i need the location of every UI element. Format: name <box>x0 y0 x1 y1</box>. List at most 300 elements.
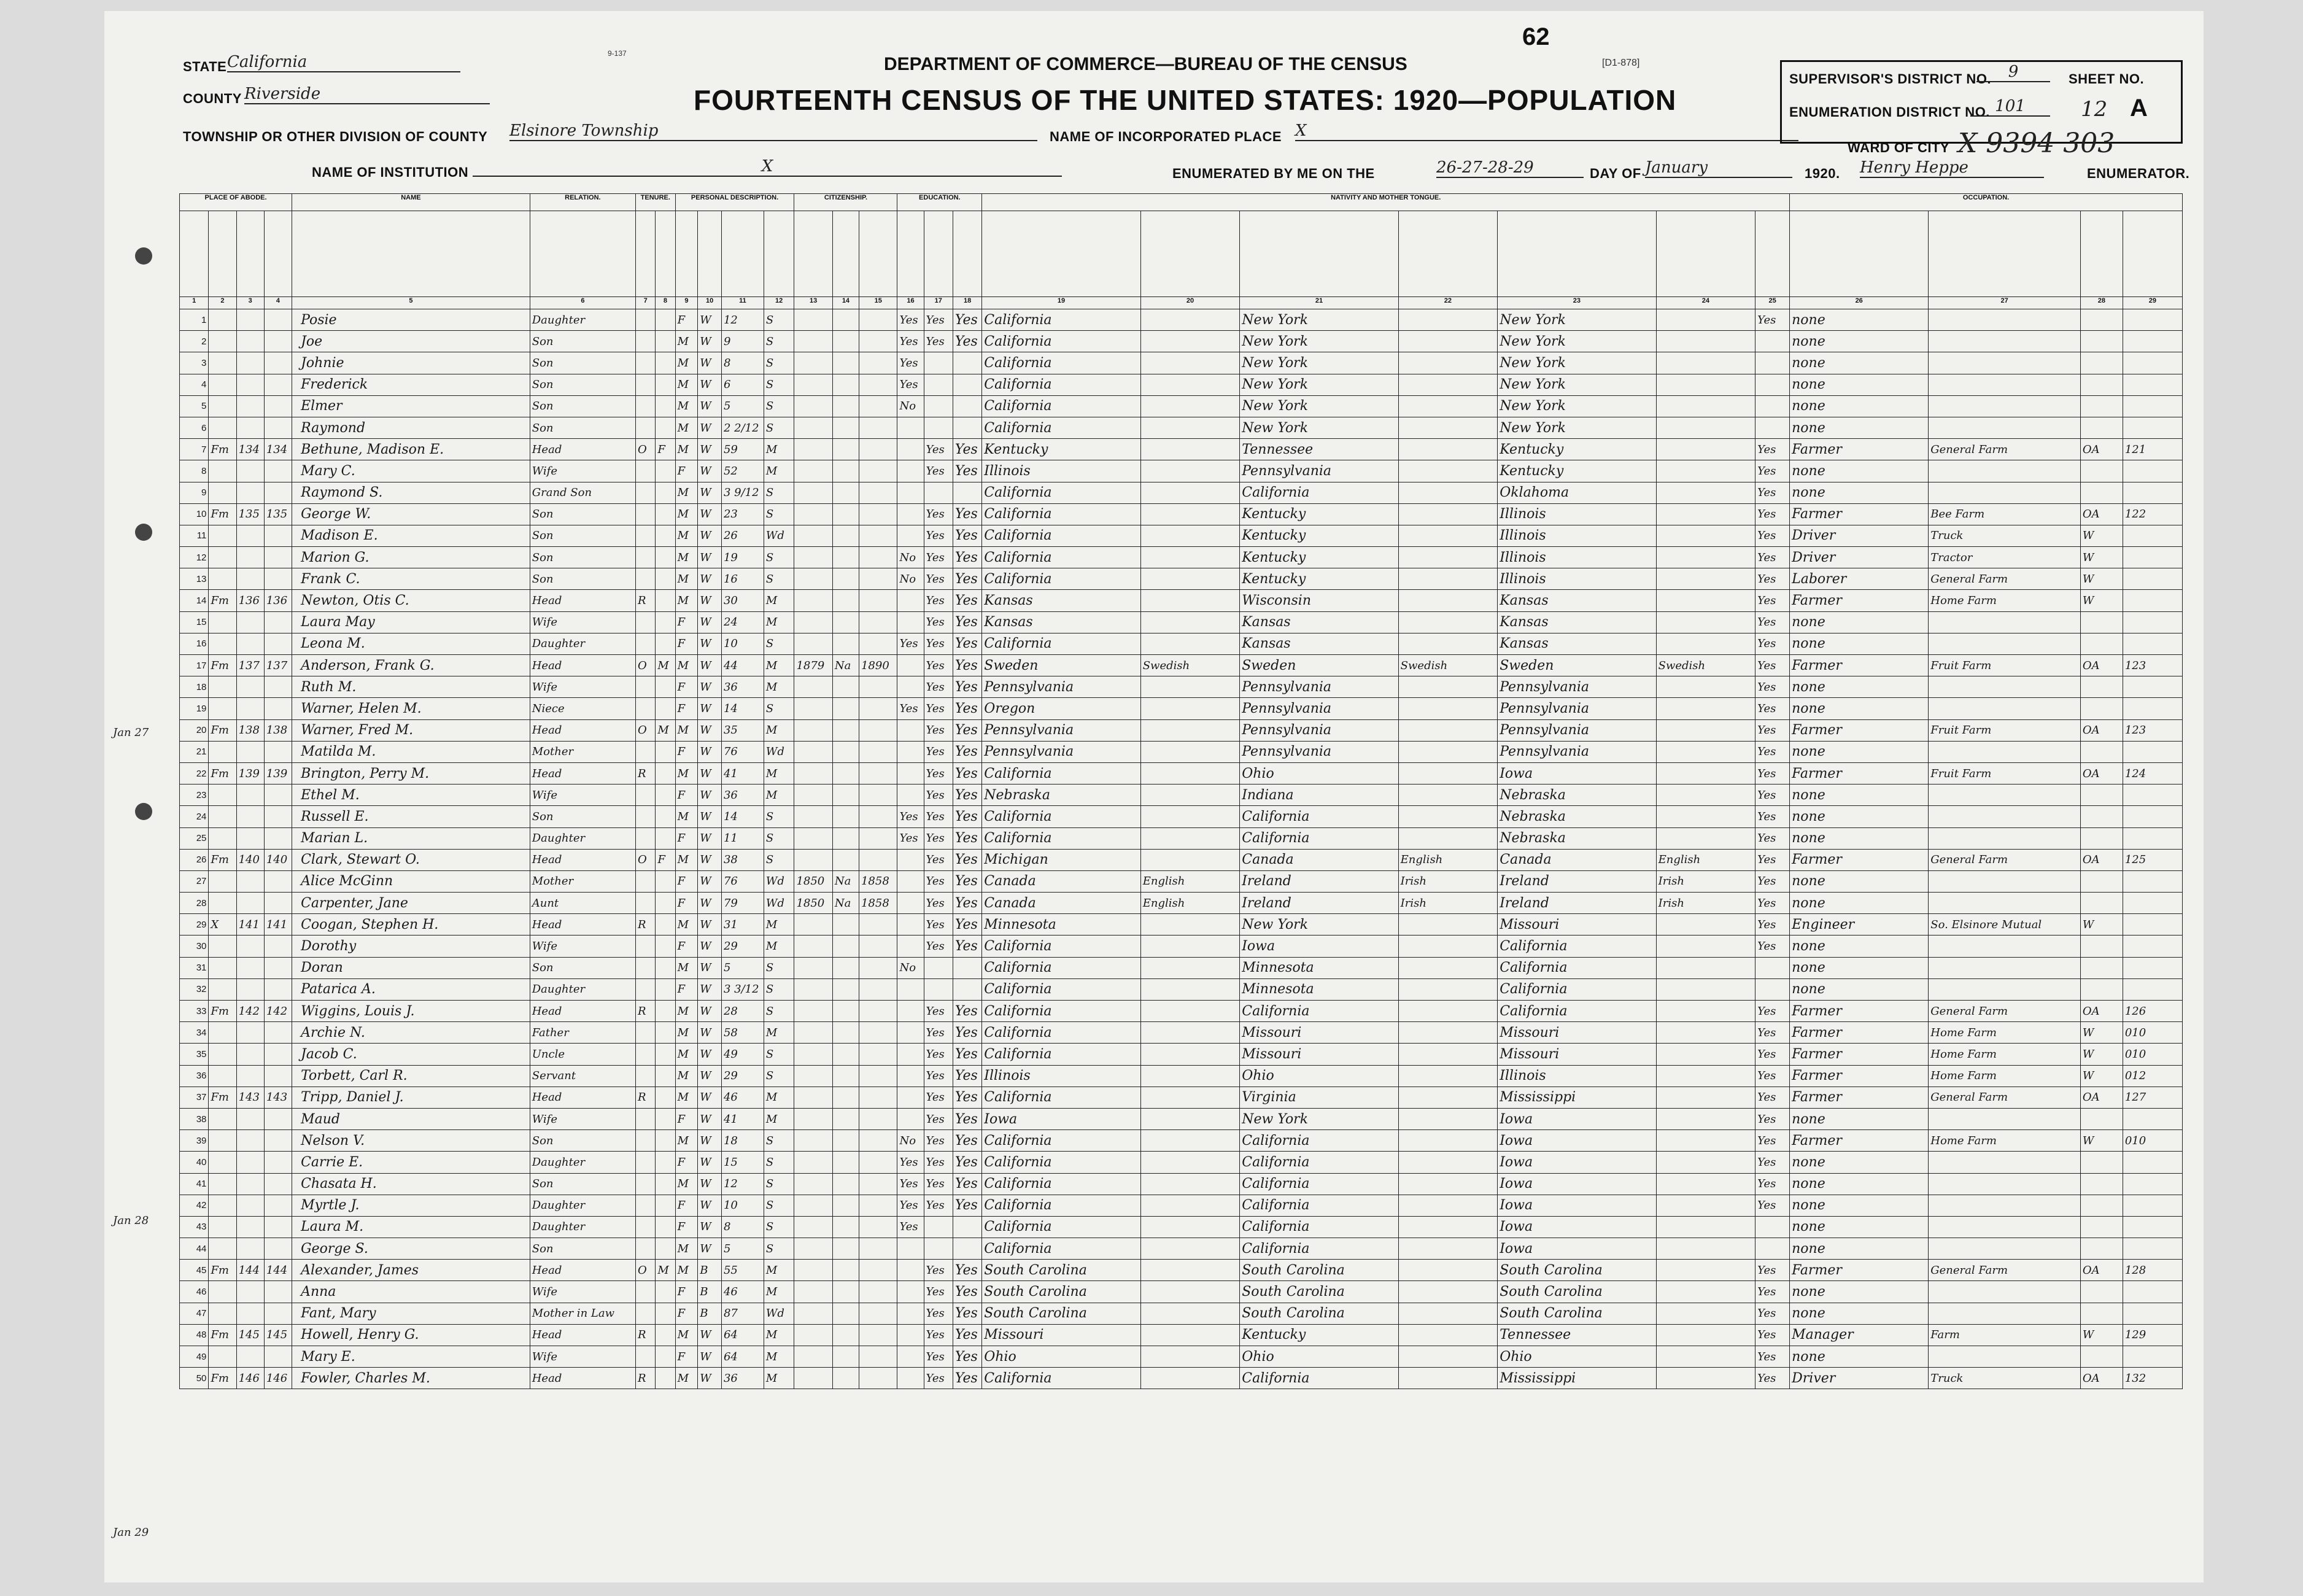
cell-eng: Yes <box>1755 1152 1790 1173</box>
year-value: 1920. <box>1805 166 1840 181</box>
cell-eng <box>1755 957 1790 978</box>
table-row <box>180 893 2183 914</box>
cell-mort <box>656 590 675 611</box>
cell-mt: Swedish <box>1140 655 1240 676</box>
cell-naty <box>859 957 897 978</box>
cell-code: 125 <box>2123 849 2182 870</box>
cell-bp: South Carolina <box>982 1260 1140 1281</box>
cell-f <box>264 870 292 892</box>
cell-imm <box>794 741 832 762</box>
column-description <box>1498 211 1656 297</box>
cell-ind <box>1929 352 2081 374</box>
cell-own <box>636 1130 656 1152</box>
cell-nat <box>832 482 859 503</box>
cell-read: Yes <box>924 870 953 892</box>
cell-age: 36 <box>721 1368 764 1389</box>
cell-cls <box>2080 698 2123 719</box>
cell-write: Yes <box>953 1281 981 1303</box>
cell-code <box>2123 676 2182 698</box>
cell-d <box>236 611 264 633</box>
line-number: 45 <box>180 1260 209 1281</box>
cell-mort: F <box>656 439 675 460</box>
cell-ms: M <box>764 655 794 676</box>
cell-ms: M <box>764 590 794 611</box>
cell-f <box>264 633 292 654</box>
cell-bp: California <box>982 525 1140 546</box>
cell-cls <box>2080 611 2123 633</box>
line-number: 40 <box>180 1152 209 1173</box>
group-personal-description: PERSONAL DESCRIPTION. <box>675 194 794 211</box>
cell-mmt <box>1656 439 1755 460</box>
cell-bp: Illinois <box>982 1065 1140 1087</box>
cell-age: 64 <box>721 1346 764 1368</box>
cell-h <box>209 1346 236 1368</box>
cell-ind <box>1929 1173 2081 1195</box>
cell-cls: OA <box>2080 1368 2123 1389</box>
cell-age: 55 <box>721 1260 764 1281</box>
cell-d <box>236 1173 264 1195</box>
line-number: 18 <box>180 676 209 698</box>
cell-eng: Yes <box>1755 741 1790 762</box>
cell-bp: California <box>982 331 1140 352</box>
cell-name: Ethel M. <box>292 784 530 806</box>
cell-sex: F <box>675 1281 698 1303</box>
cell-ind <box>1929 893 2081 914</box>
cell-naty: 1890 <box>859 655 897 676</box>
cell-ind <box>1929 633 2081 654</box>
cell-name: Frank C. <box>292 568 530 590</box>
cell-imm <box>794 1022 832 1044</box>
cell-code <box>2123 1216 2182 1238</box>
cell-nat <box>832 1346 859 1368</box>
cell-code <box>2123 827 2182 849</box>
cell-trade: Farmer <box>1790 655 1929 676</box>
cell-cls: OA <box>2080 503 2123 525</box>
table-row <box>180 1324 2183 1346</box>
cell-fmt <box>1398 525 1498 546</box>
cell-read: Yes <box>924 633 953 654</box>
cell-sch <box>897 936 924 957</box>
cell-d <box>236 460 264 482</box>
cell-mort <box>656 806 675 827</box>
cell-name: Leona M. <box>292 633 530 654</box>
cell-ind <box>1929 698 2081 719</box>
cell-imm <box>794 331 832 352</box>
cell-nat <box>832 1368 859 1389</box>
cell-own: R <box>636 1368 656 1389</box>
cell-trade: Farmer <box>1790 849 1929 870</box>
cell-h <box>209 676 236 698</box>
cell-naty <box>859 1260 897 1281</box>
cell-h: Fm <box>209 1368 236 1389</box>
line-number: 22 <box>180 762 209 784</box>
cell-sch <box>897 719 924 741</box>
cell-age: 16 <box>721 568 764 590</box>
cell-age: 8 <box>721 1216 764 1238</box>
cell-mbp: Iowa <box>1498 1152 1656 1173</box>
cell-read: Yes <box>924 676 953 698</box>
cell-sex: M <box>675 1065 698 1087</box>
cell-write: Yes <box>953 870 981 892</box>
line-number: 10 <box>180 503 209 525</box>
cell-fbp: California <box>1240 1368 1398 1389</box>
line-number: 20 <box>180 719 209 741</box>
cell-code: 123 <box>2123 719 2182 741</box>
cell-sch <box>897 762 924 784</box>
cell-code <box>2123 331 2182 352</box>
cell-f: 138 <box>264 719 292 741</box>
cell-imm <box>794 1238 832 1260</box>
cell-mbp: New York <box>1498 352 1656 374</box>
cell-race: W <box>698 547 722 568</box>
cell-mt <box>1140 547 1240 568</box>
cell-mbp: New York <box>1498 374 1656 395</box>
page-number: 62 <box>1522 23 1550 50</box>
cell-own <box>636 525 656 546</box>
cell-rel: Daughter <box>530 1216 635 1238</box>
cell-h <box>209 547 236 568</box>
cell-fmt: English <box>1398 849 1498 870</box>
cell-rel: Wife <box>530 1281 635 1303</box>
cell-fmt <box>1398 1238 1498 1260</box>
cell-h <box>209 374 236 395</box>
cell-d: 145 <box>236 1324 264 1346</box>
cell-race: B <box>698 1260 722 1281</box>
cell-mort <box>656 957 675 978</box>
cell-bp: California <box>982 1022 1140 1044</box>
cell-age: 38 <box>721 849 764 870</box>
cell-f <box>264 698 292 719</box>
cell-h <box>209 957 236 978</box>
cell-fmt <box>1398 719 1498 741</box>
cell-trade: none <box>1790 1303 1929 1324</box>
cell-name: Anna <box>292 1281 530 1303</box>
cell-write: Yes <box>953 1001 981 1022</box>
cell-mbp: California <box>1498 936 1656 957</box>
cell-race: W <box>698 352 722 374</box>
cell-code <box>2123 417 2182 438</box>
cell-h <box>209 395 236 417</box>
cell-trade: none <box>1790 417 1929 438</box>
line-number: 4 <box>180 374 209 395</box>
cell-f: 134 <box>264 439 292 460</box>
cell-sch <box>897 1260 924 1281</box>
cell-bp: California <box>982 1001 1140 1022</box>
cell-code <box>2123 978 2182 1000</box>
cell-naty <box>859 568 897 590</box>
cell-fmt <box>1398 503 1498 525</box>
cell-write: Yes <box>953 547 981 568</box>
cell-ind <box>1929 1195 2081 1216</box>
cell-race: W <box>698 1368 722 1389</box>
cell-age: 26 <box>721 525 764 546</box>
cell-imm <box>794 849 832 870</box>
cell-code <box>2123 806 2182 827</box>
cell-d <box>236 374 264 395</box>
cell-mbp: Pennsylvania <box>1498 741 1656 762</box>
cell-sch: Yes <box>897 1152 924 1173</box>
cell-sch: No <box>897 1130 924 1152</box>
cell-mt <box>1140 1368 1240 1389</box>
cell-naty <box>859 352 897 374</box>
cell-sch <box>897 1303 924 1324</box>
cell-fbp: California <box>1240 1130 1398 1152</box>
cell-sex: M <box>675 914 698 936</box>
cell-d: 142 <box>236 1001 264 1022</box>
table-row <box>180 741 2183 762</box>
cell-mmt <box>1656 633 1755 654</box>
cell-ind: General Farm <box>1929 1087 2081 1108</box>
cell-eng: Yes <box>1755 1195 1790 1216</box>
cell-fmt <box>1398 676 1498 698</box>
cell-eng: Yes <box>1755 309 1790 331</box>
cell-code <box>2123 568 2182 590</box>
table-row <box>180 1001 2183 1022</box>
cell-bp: California <box>982 309 1140 331</box>
cell-own <box>636 633 656 654</box>
cell-age: 41 <box>721 1108 764 1129</box>
cell-age: 36 <box>721 784 764 806</box>
cell-name: Tripp, Daniel J. <box>292 1087 530 1108</box>
cell-cls <box>2080 1281 2123 1303</box>
cell-mt <box>1140 1303 1240 1324</box>
cell-d: 135 <box>236 503 264 525</box>
cell-mort <box>656 417 675 438</box>
cell-code <box>2123 482 2182 503</box>
cell-sch <box>897 590 924 611</box>
cell-f: 139 <box>264 762 292 784</box>
line-number: 13 <box>180 568 209 590</box>
cell-sex: M <box>675 1173 698 1195</box>
cell-fbp: California <box>1240 1173 1398 1195</box>
cell-fmt <box>1398 698 1498 719</box>
cell-fbp: Kentucky <box>1240 568 1398 590</box>
cell-imm <box>794 503 832 525</box>
cell-eng: Yes <box>1755 1022 1790 1044</box>
cell-write <box>953 482 981 503</box>
cell-d: 144 <box>236 1260 264 1281</box>
cell-sch: Yes <box>897 806 924 827</box>
cell-own <box>636 331 656 352</box>
cell-mort <box>656 352 675 374</box>
cell-mort <box>656 914 675 936</box>
cell-code <box>2123 1195 2182 1216</box>
cell-f: 143 <box>264 1087 292 1108</box>
cell-write <box>953 1238 981 1260</box>
cell-sex: M <box>675 762 698 784</box>
cell-ms: M <box>764 676 794 698</box>
cell-d <box>236 482 264 503</box>
cell-fbp: Ohio <box>1240 1346 1398 1368</box>
cell-mmt <box>1656 374 1755 395</box>
cell-mort <box>656 1368 675 1389</box>
cell-d: 134 <box>236 439 264 460</box>
cell-cls: W <box>2080 568 2123 590</box>
cell-mbp: New York <box>1498 417 1656 438</box>
cell-fbp: New York <box>1240 331 1398 352</box>
cell-h: Fm <box>209 849 236 870</box>
cell-mort <box>656 1108 675 1129</box>
cell-age: 23 <box>721 503 764 525</box>
cell-fbp: California <box>1240 1195 1398 1216</box>
cell-nat <box>832 1238 859 1260</box>
column-number: 19 <box>982 297 1140 309</box>
cell-race: B <box>698 1281 722 1303</box>
cell-f <box>264 1065 292 1087</box>
cell-imm <box>794 719 832 741</box>
cell-ind: Farm <box>1929 1324 2081 1346</box>
cell-fbp: California <box>1240 1238 1398 1260</box>
cell-naty <box>859 547 897 568</box>
cell-d <box>236 1281 264 1303</box>
cell-ms: M <box>764 719 794 741</box>
cell-d <box>236 1152 264 1173</box>
cell-bp: South Carolina <box>982 1281 1140 1303</box>
cell-write: Yes <box>953 1130 981 1152</box>
cell-naty <box>859 439 897 460</box>
county-value: Riverside <box>244 85 490 104</box>
cell-mbp: New York <box>1498 331 1656 352</box>
cell-code: 128 <box>2123 1260 2182 1281</box>
cell-mt: English <box>1140 893 1240 914</box>
cell-sex: M <box>675 374 698 395</box>
cell-sch: Yes <box>897 827 924 849</box>
cell-sex: F <box>675 936 698 957</box>
cell-code <box>2123 395 2182 417</box>
cell-sex: M <box>675 1260 698 1281</box>
cell-ms: S <box>764 633 794 654</box>
cell-own <box>636 309 656 331</box>
cell-trade: none <box>1790 698 1929 719</box>
cell-age: 9 <box>721 331 764 352</box>
cell-code <box>2123 1173 2182 1195</box>
cell-ms: S <box>764 957 794 978</box>
cell-rel: Wife <box>530 676 635 698</box>
cell-own <box>636 374 656 395</box>
cell-code <box>2123 1281 2182 1303</box>
cell-read: Yes <box>924 439 953 460</box>
table-row <box>180 1152 2183 1173</box>
cell-fmt <box>1398 1368 1498 1389</box>
cell-rel: Son <box>530 1130 635 1152</box>
cell-cls <box>2080 1303 2123 1324</box>
line-number: 24 <box>180 806 209 827</box>
cell-eng: Yes <box>1755 719 1790 741</box>
cell-mort <box>656 331 675 352</box>
cell-mbp: New York <box>1498 309 1656 331</box>
cell-mort <box>656 460 675 482</box>
line-number: 31 <box>180 957 209 978</box>
cell-trade: Manager <box>1790 1324 1929 1346</box>
cell-d <box>236 936 264 957</box>
cell-nat <box>832 806 859 827</box>
cell-trade: none <box>1790 309 1929 331</box>
group-citizenship: CITIZENSHIP. <box>794 194 897 211</box>
cell-code <box>2123 957 2182 978</box>
cell-ind <box>1929 784 2081 806</box>
column-description <box>1240 211 1398 297</box>
cell-naty <box>859 762 897 784</box>
punch-hole <box>135 803 152 820</box>
cell-mmt <box>1656 741 1755 762</box>
township-label: TOWNSHIP OR OTHER DIVISION OF COUNTY <box>183 129 488 144</box>
cell-race: W <box>698 374 722 395</box>
cell-own <box>636 893 656 914</box>
cell-write: Yes <box>953 676 981 698</box>
cell-name: Carrie E. <box>292 1152 530 1173</box>
cell-fbp: New York <box>1240 309 1398 331</box>
cell-trade: none <box>1790 482 1929 503</box>
column-number: 2 <box>209 297 236 309</box>
cell-own <box>636 957 656 978</box>
cell-fmt <box>1398 568 1498 590</box>
cell-mort <box>656 893 675 914</box>
line-number: 14 <box>180 590 209 611</box>
cell-mt <box>1140 806 1240 827</box>
cell-code <box>2123 914 2182 936</box>
cell-trade: Farmer <box>1790 1260 1929 1281</box>
cell-fbp: California <box>1240 827 1398 849</box>
cell-age: 11 <box>721 827 764 849</box>
cell-fmt <box>1398 1173 1498 1195</box>
cell-own <box>636 741 656 762</box>
cell-fbp: Pennsylvania <box>1240 676 1398 698</box>
cell-mort <box>656 547 675 568</box>
cell-ind: General Farm <box>1929 849 2081 870</box>
cell-f <box>264 1108 292 1129</box>
cell-bp: California <box>982 1368 1140 1389</box>
cell-h: Fm <box>209 762 236 784</box>
column-header-row <box>180 211 2183 297</box>
cell-trade: none <box>1790 784 1929 806</box>
cell-mort <box>656 1130 675 1152</box>
cell-sch <box>897 1238 924 1260</box>
cell-eng: Yes <box>1755 914 1790 936</box>
cell-sex: M <box>675 849 698 870</box>
cell-mmt <box>1656 482 1755 503</box>
cell-mbp: Iowa <box>1498 1238 1656 1260</box>
cell-mort <box>656 568 675 590</box>
cell-mt <box>1140 1065 1240 1087</box>
cell-mmt <box>1656 1065 1755 1087</box>
cell-fmt <box>1398 978 1498 1000</box>
cell-ms: S <box>764 568 794 590</box>
group-name: NAME <box>292 194 530 211</box>
cell-code <box>2123 1346 2182 1368</box>
cell-age: 31 <box>721 914 764 936</box>
cell-h <box>209 1281 236 1303</box>
cell-ms: M <box>764 439 794 460</box>
column-description <box>1398 211 1498 297</box>
cell-age: 5 <box>721 1238 764 1260</box>
cell-read: Yes <box>924 611 953 633</box>
cell-h <box>209 482 236 503</box>
cell-bp: South Carolina <box>982 1303 1140 1324</box>
table-row <box>180 784 2183 806</box>
cell-name: Carpenter, Jane <box>292 893 530 914</box>
cell-bp: Pennsylvania <box>982 676 1140 698</box>
cell-mbp: Ohio <box>1498 1346 1656 1368</box>
column-number: 6 <box>530 297 635 309</box>
cell-sex: M <box>675 719 698 741</box>
cell-d <box>236 525 264 546</box>
table-row <box>180 1173 2183 1195</box>
cell-bp: Michigan <box>982 849 1140 870</box>
cell-mbp: Illinois <box>1498 525 1656 546</box>
cell-cls <box>2080 827 2123 849</box>
cell-own <box>636 676 656 698</box>
cell-fbp: South Carolina <box>1240 1303 1398 1324</box>
